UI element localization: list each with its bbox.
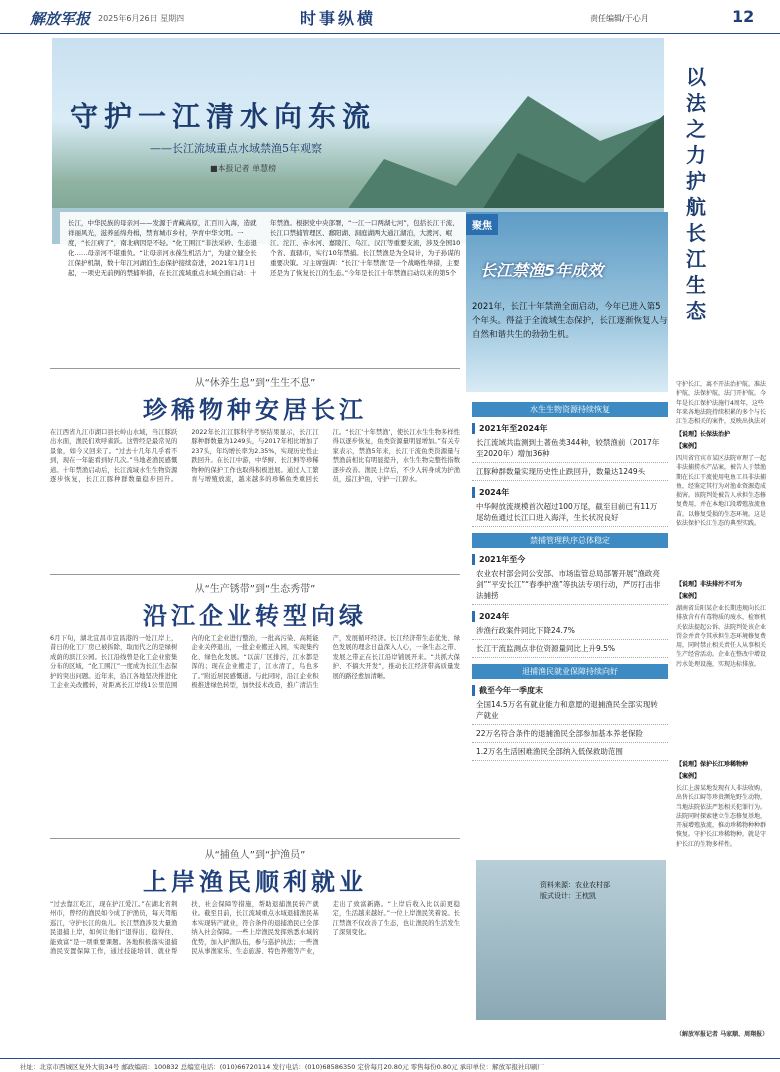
focus-title: 长江禁渔5年成效 <box>480 261 604 280</box>
section-title: 时事纵横 <box>300 9 377 28</box>
right-byline: （解放军报记者 马家顺、周翔报） <box>676 1031 768 1038</box>
timeline-year: 2021年至今 <box>472 554 668 565</box>
focus-tag: 聚焦 <box>466 214 498 235</box>
case-heading: 【说理】保护长江珍稀物种 <box>676 761 749 768</box>
page-number: 12 <box>732 7 755 26</box>
timeline-section-header: 退捕渔民就业保障持续向好 <box>472 664 668 679</box>
article-kicker: 从“捕鱼人”到“护渔员” <box>204 850 306 861</box>
timeline-year: 截至今年一季度末 <box>472 685 668 696</box>
timeline-item: 全国14.5万名有就业能力和意愿的退捕渔民全部实现转产就业 <box>472 696 668 725</box>
main-headline: 守护一江清水向东流 <box>70 100 377 133</box>
article-body: 在江西省九江市湖口县长岭山水域，当江豚跃出水面，渔民们欢呼雀跃。这曾经是最常见的景象，如今又回来了。“过去十几年几乎看不到，现在一年能看到好几次。”当地老渔民感慨道。十年禁渔启动后，长江流域水生生物资源逐步恢复，长江江豚种群数量稳步回升。2022年长江江豚科学考察结果显示，长江江豚种群数量为1249头，与2017年相比增加了237头，年均增长率为2.35%，实现历史性止跌回升。在长江中游，中华鲟、长江鲟等珍稀物种的保护工作也取得积极进展。通过人工繁育与增殖放流，越来越多的珍稀鱼类重回长江。“长江‘十年禁渔’，使长江水生生物多样性得以逐步恢复，鱼类资源量明显增加。”有关专家表示，禁渔5年来，长江干流鱼类资源量与禁渔前相比有明显提升，水生生物完整性指数逐步改善。渔民上岸后，不少人转身成为护渔员，巡江护鱼，守护一江碧水。 <box>50 429 460 484</box>
page-footer: 社址：北京市西城区复外大街34号 邮政编码：100832 总编室电话：(010)66720114 发行电话：(010)68586350 定价每月20.80元 零售每份0.80元 承印单位：解放军报社印刷厂 <box>0 1058 780 1072</box>
timeline-item: 长江干流监测点非位资源量同比上升9.5% <box>472 640 668 658</box>
timeline-item: 农业农村部会同公安部、市场监管总局部署开展“渔政亮剑”“平安长江”“春季护渔”等执法专项行动，严厉打击非法捕捞 <box>472 565 668 605</box>
case-label: 【案例】 <box>676 593 701 600</box>
vertical-headline: 以法之力护航长江生态 <box>686 65 706 323</box>
divider <box>50 838 460 839</box>
timeline-item: 1.2万名生活困难渔民全部纳入低保救助范围 <box>472 743 668 761</box>
issue-date: 2025年6月26日 星期四 <box>98 14 185 23</box>
article-headline: 上岸渔民顺利就业 <box>143 867 367 896</box>
case-body: 四川省宜宾市某区法院审理了一起非法捕捞水产品案，被告人于禁渔期在长江干流使用电鱼工具非法捕鱼，经鉴定其行为对渔业资源造成损害。该院判处被告人承担生态修复费用，并在本地江段增殖放流鱼苗，以修复受损的生态环境。这是依法保护长江生态的典型实践。 <box>676 455 767 528</box>
article-body: “过去靠江吃江，现在护江爱江。”在湖北省荆州市，曾经的渔民如今成了护渔员，每天驾船巡江，守护长江的鱼儿。长江禁渔涉及大量渔民退捕上岸，如何让他们“退得出、稳得住、能致富”是一项重要课题。各地积极落实退捕渔民安置保障工作，通过技能培训、就业帮扶、社会保障等措施，帮助退捕渔民转产就业。截至目前，长江流域重点水域退捕渔民基本实现转产就业，符合条件的退捕渔民已全部纳入社会保障。一些上岸渔民发挥熟悉水域的优势，加入护渔队伍，参与巡护执法；一些渔民从事渔家乐、生态旅游、特色养殖等产业，走出了致富新路。“上岸后收入比以前更稳定，生活越来越好。”一位上岸渔民笑着说。长江禁渔不仅改善了生态，也让渔民的生活发生了深刻变化。 <box>50 901 460 956</box>
case-label: 【案例】 <box>676 773 701 780</box>
divider <box>50 574 460 575</box>
editor-credit: 责任编辑/于心月 <box>590 14 649 23</box>
newspaper-logo: 解放军报 <box>30 10 91 28</box>
focus-body: 2021年，长江十年禁渔全面启动，今年已进入第5个年头。得益于全流域生态保护，长江逐渐恢复人与自然和谐共生的勃勃生机。 <box>472 302 668 340</box>
source-caption <box>540 880 610 902</box>
article-body: 6月下旬，湖北宜昌市宜昌港的一处江岸上，昔日的化工厂房已被拆除，取而代之的是绿树成荫的滨江公园。长江沿线曾是化工企业密集分布的区域，“化工围江”一度成为长江生态保护的突出问题。近年来，沿江各地坚决推进化工企业关改搬转，对距离长江岸线1公里范围内的化工企业进行整治，一批高污染、高耗能企业关停退出，一批企业搬迁入园，实现集约化、绿色化发展。“以前厂区排污，江水都是浑的；现在企业搬走了，江水清了，鸟也多了。”附近居民感慨道。与此同时，沿江企业积极推进绿色转型，加快技术改造，推广清洁生产，发展循环经济。长江经济带生态优先、绿色发展的理念日益深入人心，一条生态之带、发展之带正在长江沿岸铺展开来。“共抓大保护、不搞大开发”，推动长江经济带高质量发展的路径愈加清晰。 <box>50 635 460 690</box>
article-kicker: 从“生产锈带”到“生态秀带” <box>194 584 316 595</box>
timeline-item: 22万名符合条件的退捕渔民全部参加基本养老保险 <box>472 725 668 743</box>
main-subheadline: ——长江流域重点水域禁渔5年观察 <box>150 142 322 155</box>
timeline-year: 2024年 <box>472 611 668 622</box>
case-body: 长江上游某地发现有人非法收购、出售长江鲟等珍贵濒危野生动物，当地法院依法严惩相关犯罪行为。法院同时探索建立生态修复基地，开展增殖放流，推动珍稀物种种群恢复。守护长江珍稀物种，就是守护长江的生物多样性。 <box>676 785 767 848</box>
timeline-section-header: 禁捕管理秩序总体稳定 <box>472 533 668 548</box>
right-intro: 守护长江，离不开法治护航。准法护航，法保护航，法门开护航。今年是长江保护法施行4周年，这些年来各地法院持续积累的多个与长江生态相关的案件，反映出执法对 <box>676 381 767 426</box>
article-headline: 沿江企业转型向绿 <box>143 601 367 630</box>
intro-text: 长江，中华民族的母亲河——发源于青藏高原，汇百川入海，造就祥丽风光，滋养延绵舟楫，禁育城市乡村，孕育中华文明。一度，“长江病了”，南北病因是不轻。“化工围江”非法采砂、生态退化……母亲河不堪重负。“让母亲河永葆生机活力”，为建立健全长江保护机制，数十年江河湖泊生态保护接续奋进，2021年1月1日起，一项史无前例的禁捕举措，在长江流域重点水域全面启动：十年禁渔。根据党中央部署，“一江一口两湖七河”，包括长江干流、长江口禁捕管理区、鄱阳湖、洞庭湖两大通江湖泊，大渡河、岷江、沱江、赤水河、嘉陵江、乌江、汉江等重要支流，涉及全国10个省、直辖市，实行10年禁捕。长江禁渔是为全局计，为子孙谋的重要决策。习主席强调：“长江‘十年禁渔’是一个战略性举措，主要还是为了恢复长江的生态。”今年是长江十年禁渔启动以来的第5个 <box>60 212 470 292</box>
timeline-year: 2021年至2024年 <box>472 423 668 434</box>
case-body: 湖南省岳阳某企业长期违规向长江排放含有有毒物质的废水，检察机关依法提起公诉。法院判处该企业罚金并责令其承担生态环境修复费用，同时禁止相关责任人从事相关生产经营活动。企业在整改中增设污水处理设施，实现达标排放。 <box>676 605 767 668</box>
timeline-item: 涉渔行政案件同比下降24.7% <box>472 622 668 640</box>
byline: ■本报记者 单慧榜 <box>210 164 277 173</box>
article-headline: 珍稀物种安居长江 <box>143 395 367 424</box>
case-heading: 【说理】长保法治护 <box>676 431 731 438</box>
timeline-item: 中华鲟放流规模首次超过100万尾，截至目前已有11万尾幼鱼通过长江口进入海洋，生长状况良好 <box>472 498 668 527</box>
timeline-section-header: 水生生物资源持续恢复 <box>472 402 668 417</box>
timeline-year: 2024年 <box>472 487 668 498</box>
article-kicker: 从“休养生息”到“生生不息” <box>194 378 316 389</box>
design-credit: 版式设计：王枕凯 <box>540 892 596 900</box>
source-line: 资料来源：农业农村部 <box>540 881 610 889</box>
case-label: 【案例】 <box>676 443 701 450</box>
timeline-item: 江豚种群数量实现历史性止跌回升，数量达1249头 <box>472 463 668 481</box>
timeline-item: 长江流域共监测到土著鱼类344种，较禁渔前（2017年至2020年）增加36种 <box>472 434 668 463</box>
case-heading: 【说理】非法排污不可为 <box>676 581 743 588</box>
divider <box>50 368 460 369</box>
